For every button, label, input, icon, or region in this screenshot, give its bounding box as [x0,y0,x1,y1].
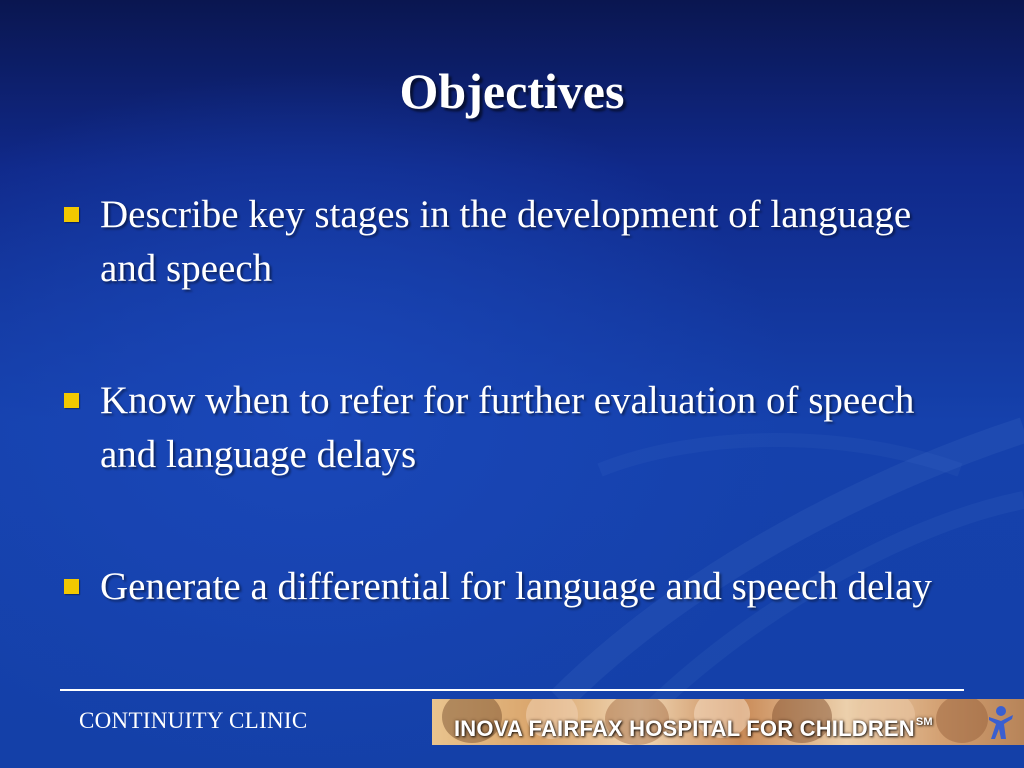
square-bullet-icon [64,579,79,594]
hospital-name [454,716,933,742]
list-item [62,374,962,482]
slide-title: Objectives [399,63,625,119]
list-item [62,560,962,614]
bullet-text: Generate a differential for language and speech delay [100,565,932,608]
child-figure-icon [986,705,1016,741]
footer-divider [60,689,964,691]
hospital-name-text: INOVA FAIRFAX HOSPITAL FOR CHILDREN [454,716,915,741]
objectives-list [62,188,962,692]
hospital-banner [432,699,1024,745]
footer-clinic-name: CONTINUITY CLINIC [79,708,308,733]
service-mark: SM [915,716,933,728]
square-bullet-icon [64,393,79,408]
list-item [62,188,962,296]
bullet-text: Know when to refer for further evaluation of speech and language delays [100,379,915,476]
bullet-text: Describe key stages in the development of language and speech [100,193,912,290]
square-bullet-icon [64,207,79,222]
